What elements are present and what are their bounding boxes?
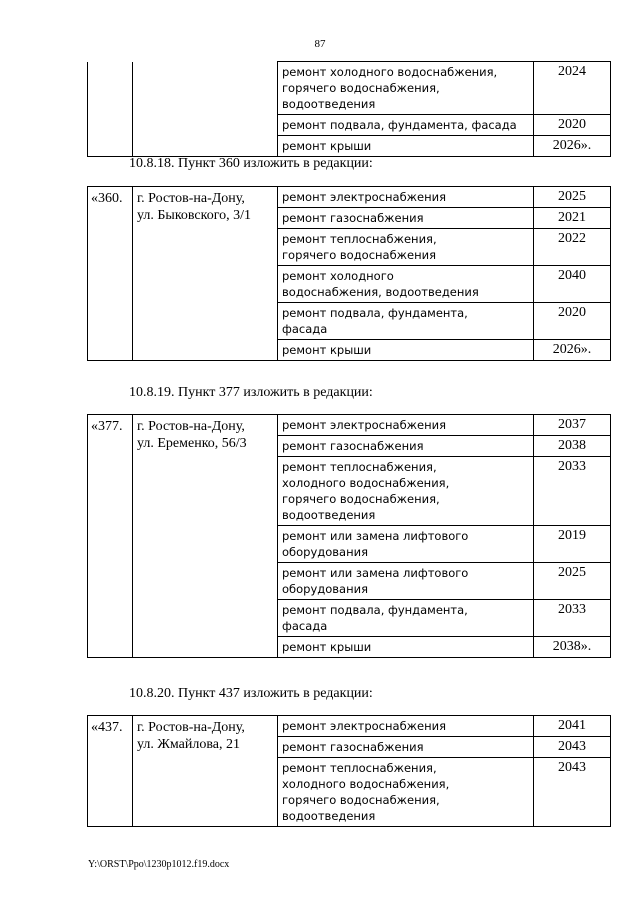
- work-type-cell: ремонт газоснабжения: [278, 737, 534, 758]
- year-cell: 2022: [534, 229, 611, 266]
- work-type-cell: ремонт или замена лифтового оборудования: [278, 563, 534, 600]
- year-cell: 2033: [534, 457, 611, 526]
- continuation-table: [87, 61, 611, 157]
- year-cell: 2033: [534, 600, 611, 637]
- work-type-cell: ремонт крыши: [278, 136, 534, 157]
- year-cell: 2024: [534, 62, 611, 115]
- work-type-cell: ремонт крыши: [278, 340, 534, 361]
- year-cell: 2041: [534, 716, 611, 737]
- year-cell: 2038».: [534, 637, 611, 658]
- work-type-cell: ремонт теплоснабжения, холодного водоснабжения, горячего водоснабжения, водоотведения: [278, 457, 534, 526]
- paragraph-10-8-20: 10.8.20. Пункт 437 изложить в редакции:: [129, 686, 373, 701]
- work-type-cell: ремонт или замена лифтового оборудования: [278, 526, 534, 563]
- table-item-377: [87, 414, 611, 658]
- page-number: 87: [314, 38, 326, 50]
- work-type-cell: ремонт электроснабжения: [278, 716, 534, 737]
- year-cell: 2043: [534, 758, 611, 827]
- address-cell: [133, 62, 278, 157]
- year-cell: 2020: [534, 115, 611, 136]
- year-cell: 2025: [534, 563, 611, 600]
- work-type-cell: ремонт электроснабжения: [278, 415, 534, 436]
- item-number-cell: «360.: [88, 187, 133, 361]
- table-row: [88, 187, 611, 208]
- year-cell: 2026».: [534, 136, 611, 157]
- paragraph-10-8-18: 10.8.18. Пункт 360 изложить в редакции:: [129, 156, 373, 171]
- year-cell: 2043: [534, 737, 611, 758]
- work-type-cell: ремонт подвала, фундамента, фасада: [278, 600, 534, 637]
- work-type-cell: ремонт электроснабжения: [278, 187, 534, 208]
- year-cell: 2020: [534, 303, 611, 340]
- year-cell: 2038: [534, 436, 611, 457]
- work-type-cell: ремонт подвала, фундамента, фасада: [278, 303, 534, 340]
- item-number-cell: [88, 62, 133, 157]
- year-cell: 2026».: [534, 340, 611, 361]
- footer-file-path: Y:\ORST\Ppo\1230p1012.f19.docx: [88, 859, 230, 870]
- table-row: [88, 62, 611, 115]
- address-cell: г. Ростов-на-Дону, ул. Еременко, 56/3: [133, 415, 278, 658]
- work-type-cell: ремонт газоснабжения: [278, 208, 534, 229]
- year-cell: 2021: [534, 208, 611, 229]
- work-type-cell: ремонт холодного водоснабжения, водоотведения: [278, 266, 534, 303]
- address-cell: г. Ростов-на-Дону, ул. Жмайлова, 21: [133, 716, 278, 827]
- year-cell: 2025: [534, 187, 611, 208]
- work-type-cell: ремонт крыши: [278, 637, 534, 658]
- address-cell: г. Ростов-на-Дону, ул. Быковского, 3/1: [133, 187, 278, 361]
- year-cell: 2019: [534, 526, 611, 563]
- work-type-cell: ремонт холодного водоснабжения, горячего водоснабжения, водоотведения: [278, 62, 534, 115]
- paragraph-10-8-19: 10.8.19. Пункт 377 изложить в редакции:: [129, 385, 373, 400]
- work-type-cell: ремонт теплоснабжения, горячего водоснабжения: [278, 229, 534, 266]
- work-type-cell: ремонт газоснабжения: [278, 436, 534, 457]
- table-item-437: [87, 715, 611, 827]
- year-cell: 2040: [534, 266, 611, 303]
- table-row: [88, 415, 611, 436]
- work-type-cell: ремонт подвала, фундамента, фасада: [278, 115, 534, 136]
- table-row: [88, 716, 611, 737]
- year-cell: 2037: [534, 415, 611, 436]
- table-item-360: [87, 186, 611, 361]
- item-number-cell: «377.: [88, 415, 133, 658]
- work-type-cell: ремонт теплоснабжения, холодного водоснабжения, горячего водоснабжения, водоотведения: [278, 758, 534, 827]
- item-number-cell: «437.: [88, 716, 133, 827]
